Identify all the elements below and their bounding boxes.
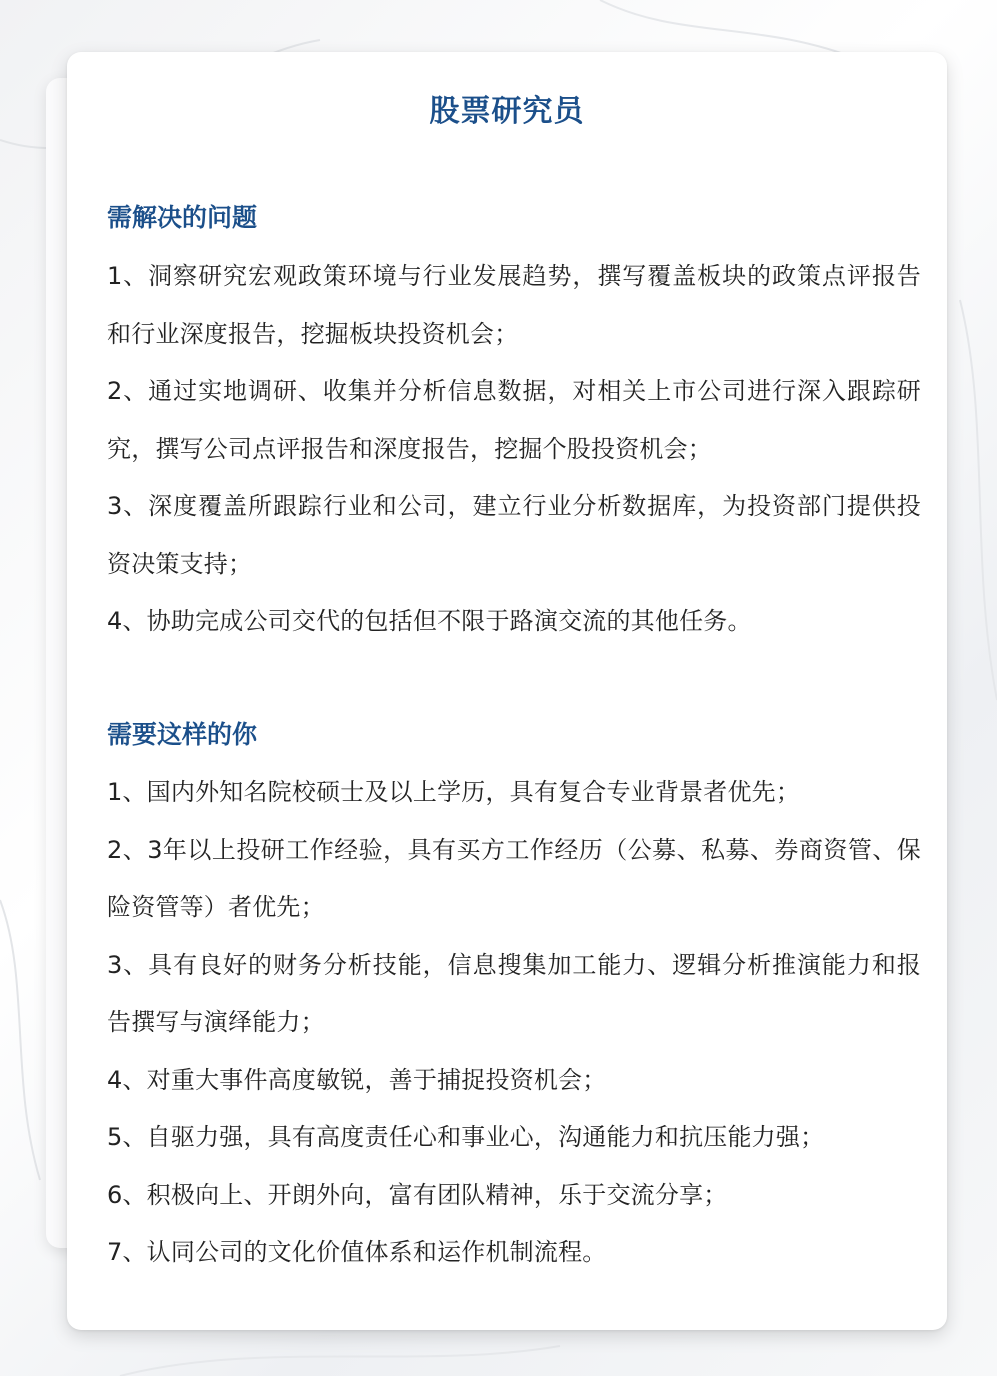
list-item: 4、对重大事件高度敏锐，善于捕捉投资机会； [107, 1065, 607, 1094]
page-title: 股票研究员 [429, 94, 585, 129]
section-heading-requirements: 需要这样的你 [107, 720, 258, 749]
list-item: 5、自驱力强，具有高度责任心和事业心，沟通能力和抗压能力强； [107, 1123, 825, 1151]
job-description-card [67, 52, 947, 1330]
problems-list [107, 248, 921, 651]
list-item: 6、积极向上、开朗外向，富有团队精神，乐于交流分享； [107, 1180, 728, 1209]
list-item: 1、洞察研究宏观政策环境与行业发展趋势，撰写覆盖板块的政策点评报告和行业深度报告，挖掘板块投资机会； [107, 262, 921, 348]
list-item: 2、3年以上投研工作经验，具有买方工作经历（公募、私募、券商资管、保险资管等）者优先； [107, 835, 921, 921]
list-item: 3、具有良好的财务分析技能，信息搜集加工能力、逻辑分析推演能力和报告撰写与演绎能力； [107, 950, 921, 1036]
list-item: 2、通过实地调研、收集并分析信息数据，对相关上市公司进行深入跟踪研究，撰写公司点评报告和深度报告，挖掘个股投资机会； [107, 377, 921, 463]
list-item: 7、认同公司的文化价值体系和运作机制流程。 [107, 1238, 607, 1266]
list-item: 4、协助完成公司交代的包括但不限于路演交流的其他任务。 [107, 607, 752, 635]
section-heading-problems: 需解决的问题 [107, 203, 258, 232]
list-item: 1、国内外知名院校硕士及以上学历，具有复合专业背景者优先； [107, 778, 801, 806]
list-item: 3、深度覆盖所跟踪行业和公司，建立行业分析数据库，为投资部门提供投资决策支持； [107, 492, 921, 578]
requirements-list [107, 764, 921, 1282]
